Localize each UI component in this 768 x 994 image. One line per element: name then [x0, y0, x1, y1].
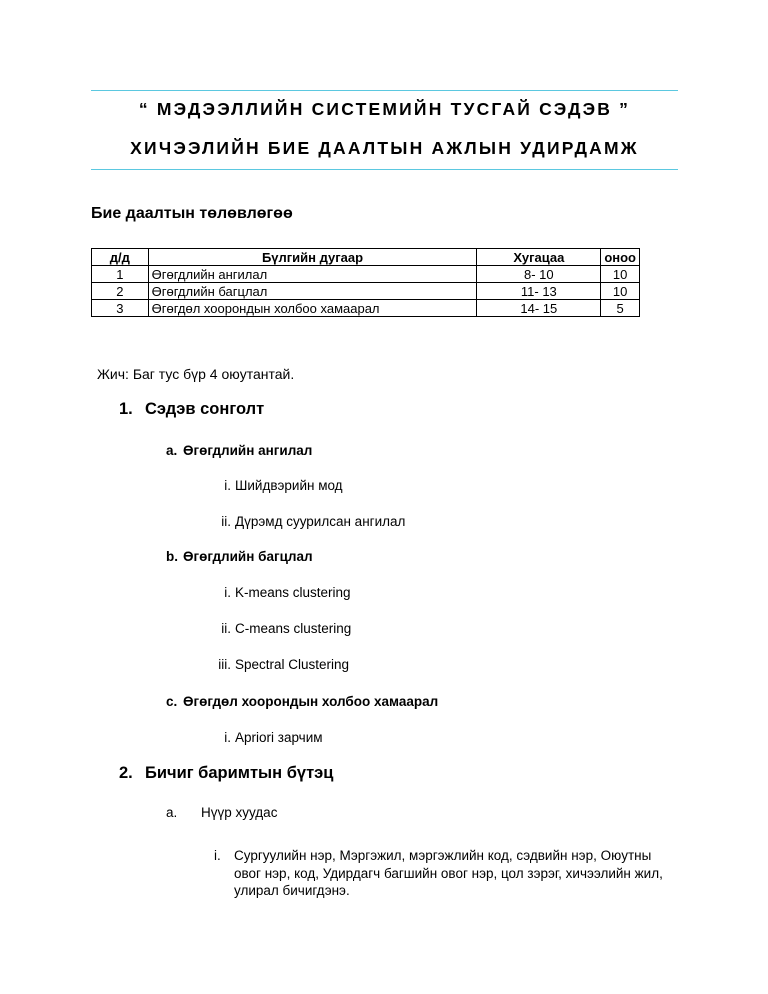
list-item-numeral: i.	[224, 730, 231, 745]
plan-table-header-row	[92, 249, 640, 266]
subsection-title: Өгөгдлийн багцлал	[183, 549, 313, 564]
section-2-heading	[119, 764, 333, 783]
subsection-letter: b.	[166, 549, 178, 564]
cell-score: 5	[601, 300, 640, 317]
list-item-text: Сургуулийн нэр, Мэргэжил, мэргэжлийн код, сэдвийн нэр, Оюутны овог нэр, код, Удирдагч багшийн овог нэр, цол зэрэг, хичээлийн жил, улирал бичигдэнэ.	[234, 848, 663, 898]
list-item-numeral: ii.	[221, 514, 231, 529]
cell-period: 11- 13	[477, 283, 601, 300]
list-item	[224, 585, 351, 600]
table-row	[92, 283, 640, 300]
list-item-text: Шийдвэрийн мод	[235, 478, 343, 493]
subsection-1a-heading	[166, 443, 312, 458]
table-row	[92, 266, 640, 283]
table-row	[92, 300, 640, 317]
cell-topic: Өгөгдлийн багцлал	[148, 283, 477, 300]
col-header-group: Бүлгийн дугаар	[148, 249, 477, 266]
cell-period: 14- 15	[477, 300, 601, 317]
subsection-letter: a.	[166, 443, 178, 458]
plan-heading: Бие даалтын төлөвлөгөө	[91, 205, 293, 222]
subsection-letter: a.	[166, 805, 178, 820]
cell-topic: Өгөгдөл хоорондын холбоо хамаарал	[148, 300, 477, 317]
cell-score: 10	[601, 283, 640, 300]
section-number: 2.	[119, 764, 133, 782]
list-item-paragraph	[214, 847, 674, 900]
list-item-text: Дүрэмд суурилсан ангилал	[235, 514, 406, 529]
subsection-title: Нүүр хуудас	[201, 805, 278, 820]
list-item-numeral: i.	[214, 848, 221, 863]
list-item	[224, 730, 323, 745]
list-item	[221, 514, 406, 529]
subsection-title: Өгөгдөл хоорондын холбоо хамаарал	[183, 694, 439, 709]
col-header-number: д/д	[92, 249, 149, 266]
doc-title-line-2: ХИЧЭЭЛИЙН БИЕ ДААЛТЫН АЖЛЫН УДИРДАМЖ	[130, 138, 639, 158]
cell-number: 1	[92, 266, 149, 283]
list-item-numeral: i.	[224, 585, 231, 600]
section-title: Сэдэв сонголт	[145, 400, 265, 418]
plan-table	[91, 248, 640, 317]
section-1-heading	[119, 400, 264, 419]
plan-note: Жич: Баг тус бүр 4 оюутантай.	[97, 366, 295, 382]
header-rule-top	[91, 90, 678, 91]
list-item	[224, 478, 343, 493]
subsection-title: Өгөгдлийн ангилал	[183, 443, 313, 458]
list-item-text: K-means clustering	[235, 585, 351, 600]
subsection-letter: c.	[166, 694, 178, 709]
list-item-text: C-means clustering	[235, 621, 352, 636]
section-title: Бичиг баримтын бүтэц	[145, 764, 334, 782]
list-item-numeral: ii.	[221, 621, 231, 636]
cell-score: 10	[601, 266, 640, 283]
cell-topic: Өгөгдлийн ангилал	[148, 266, 477, 283]
list-item-numeral: i.	[224, 478, 231, 493]
list-item-numeral: iii.	[218, 657, 231, 672]
subsection-2a-heading	[166, 805, 277, 820]
doc-title-line-1: “ МЭДЭЭЛЛИЙН СИСТЕМИЙН ТУСГАЙ СЭДЭВ ”	[138, 99, 631, 119]
subsection-1b-heading	[166, 549, 313, 564]
cell-number: 2	[92, 283, 149, 300]
col-header-period: Хугацаа	[477, 249, 601, 266]
list-item-text: Apriori зарчим	[235, 730, 323, 745]
list-item	[221, 621, 352, 636]
cell-number: 3	[92, 300, 149, 317]
list-item-text: Spectral Clustering	[235, 657, 350, 672]
section-number: 1.	[119, 400, 133, 418]
cell-period: 8- 10	[477, 266, 601, 283]
list-item	[218, 657, 350, 672]
subsection-1c-heading	[166, 694, 438, 709]
header-rule-bottom	[91, 169, 678, 170]
col-header-score: оноо	[601, 249, 640, 266]
